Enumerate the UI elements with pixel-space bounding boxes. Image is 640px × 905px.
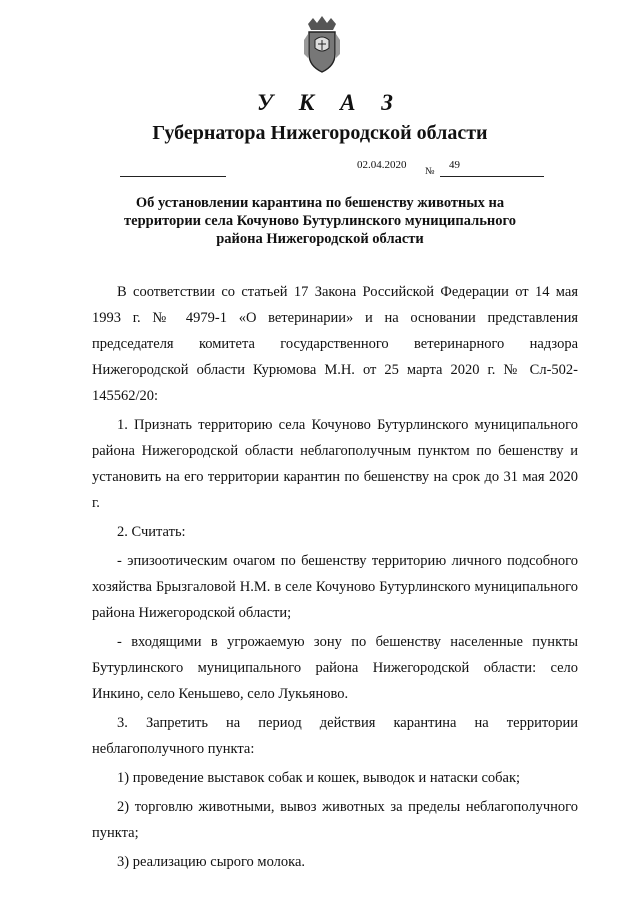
preamble-paragraph: В соответствии со статьей 17 Закона Российской Федерации от 14 мая 1993 г. № 4979-1 «О ветеринарии» и на основании представления председателя комитета государственного ветеринарного надзора Нижегородской области Курюмова М.Н. от 25 марта 2020 г. № Сл-502-145562/20:	[92, 284, 578, 404]
item-1-paragraph: 1. Признать территорию села Кочуново Бутурлинского муниципального района Нижегородской области неблагополучным пунктом по бешенству и установить на его территории карантин по бешенству на срок до 31 мая 2020 г.	[92, 417, 578, 511]
item-3-2-paragraph: 2) торговлю животными, вывоз животных за пределы неблагополучного пункта;	[92, 799, 578, 841]
title-line: территории села Кочуново Бутурлинского муниципального	[124, 213, 516, 229]
item-3-1-paragraph: 1) проведение выставок собак и кошек, выводок и натаски собак;	[117, 770, 521, 786]
item-3-paragraph: 3. Запретить на период действия карантина на территории неблагополучного пункта:	[92, 715, 578, 757]
item-2-paragraph: 2. Считать:	[117, 524, 186, 540]
number-sign: №	[425, 166, 435, 177]
title-line: Об установлении карантина по бешенству животных на	[135, 195, 505, 211]
document-body	[92, 279, 578, 878]
item-2-outbreak-paragraph: - эпизоотическим очагом по бешенству территорию личного подсобного хозяйства Брызгаловой Н.М. в селе Кочуново Бутурлинского муниципального района Нижегородской области;	[92, 553, 578, 621]
issuer-heading: Губернатора Нижегородской области	[152, 122, 488, 144]
item-3-3-paragraph: 3) реализацию сырого молока.	[117, 854, 306, 870]
document-number: 49	[449, 159, 460, 171]
signature-line-left	[120, 176, 226, 177]
document-date: 02.04.2020	[357, 159, 407, 171]
coat-of-arms-emblem	[302, 14, 342, 74]
title-line: района Нижегородской области	[216, 231, 424, 247]
item-2-threat-zone-paragraph: - входящими в угрожаемую зону по бешенству населенные пункты Бутурлинского муниципального района Нижегородской области: село Инкино, село Кеньшево, село Лукьяново.	[92, 634, 578, 702]
number-line	[440, 176, 544, 177]
document-title	[100, 194, 540, 248]
document-type-heading: У К А З	[257, 90, 403, 115]
